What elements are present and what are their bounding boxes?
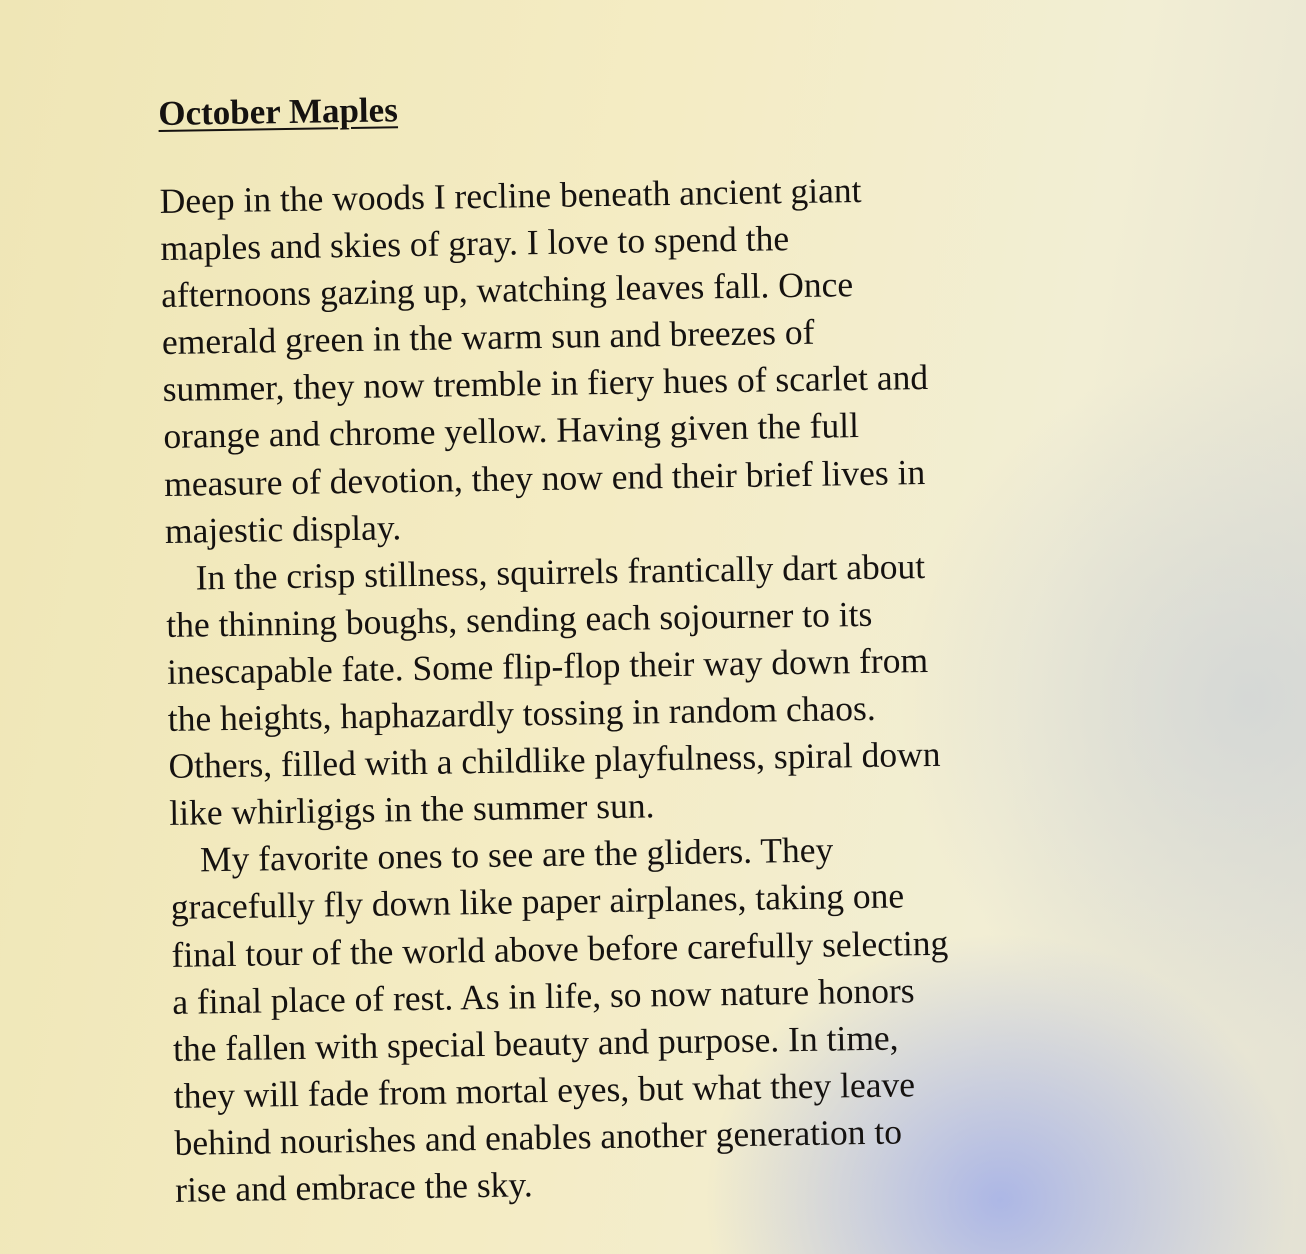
text-line: orange and chrome yellow. Having given the full (163, 405, 860, 457)
text-line: like whirligigs in the summer sun. (169, 785, 655, 834)
text-line: the thinning boughs, sending each sojourner to its (166, 593, 873, 645)
document-page (158, 80, 952, 1214)
text-line: they will fade from mortal eyes, but what they leave (173, 1064, 916, 1116)
text-line: afternoons gazing up, watching leaves fall. Once (160, 264, 854, 316)
text-line: In the crisp stillness, squirrels frantically dart about (195, 545, 926, 598)
paragraph (165, 542, 946, 837)
text-line: maples and skies of gray. I love to spend the (160, 218, 790, 269)
text-line: My favorite ones to see are the gliders. They (199, 829, 834, 880)
text-line: the heights, haphazardly tossing in random chaos. (167, 687, 876, 739)
text-line: rise and embrace the sky. (174, 1164, 534, 1210)
text-line: emerald green in the warm sun and breezes of (161, 312, 815, 363)
text-line: the fallen with special beauty and purpose. In time, (172, 1017, 899, 1069)
text-line: measure of devotion, they now end their brief lives in (163, 451, 926, 504)
text-line: a final place of rest. As in life, so now nature honors (171, 969, 915, 1022)
text-line: behind nourishes and enables another generation to (174, 1111, 903, 1163)
text-line: Others, filled with a childlike playfulness, spiral down (168, 733, 941, 787)
text-line: summer, they now tremble in fiery hues of scarlet and (162, 357, 929, 410)
paragraph (170, 825, 953, 1214)
document-body (159, 166, 952, 1214)
text-line: majestic display. (164, 506, 402, 551)
text-line: Deep in the woods I recline beneath ancient giant (159, 169, 862, 221)
text-line: inescapable fate. Some flip-flop their way down from (166, 639, 929, 692)
text-line: gracefully fly down like paper airplanes, taking one (170, 875, 905, 928)
paragraph (159, 166, 942, 555)
page-title: October Maples (158, 90, 399, 133)
text-line: final tour of the world above before carefully selecting (171, 922, 949, 975)
